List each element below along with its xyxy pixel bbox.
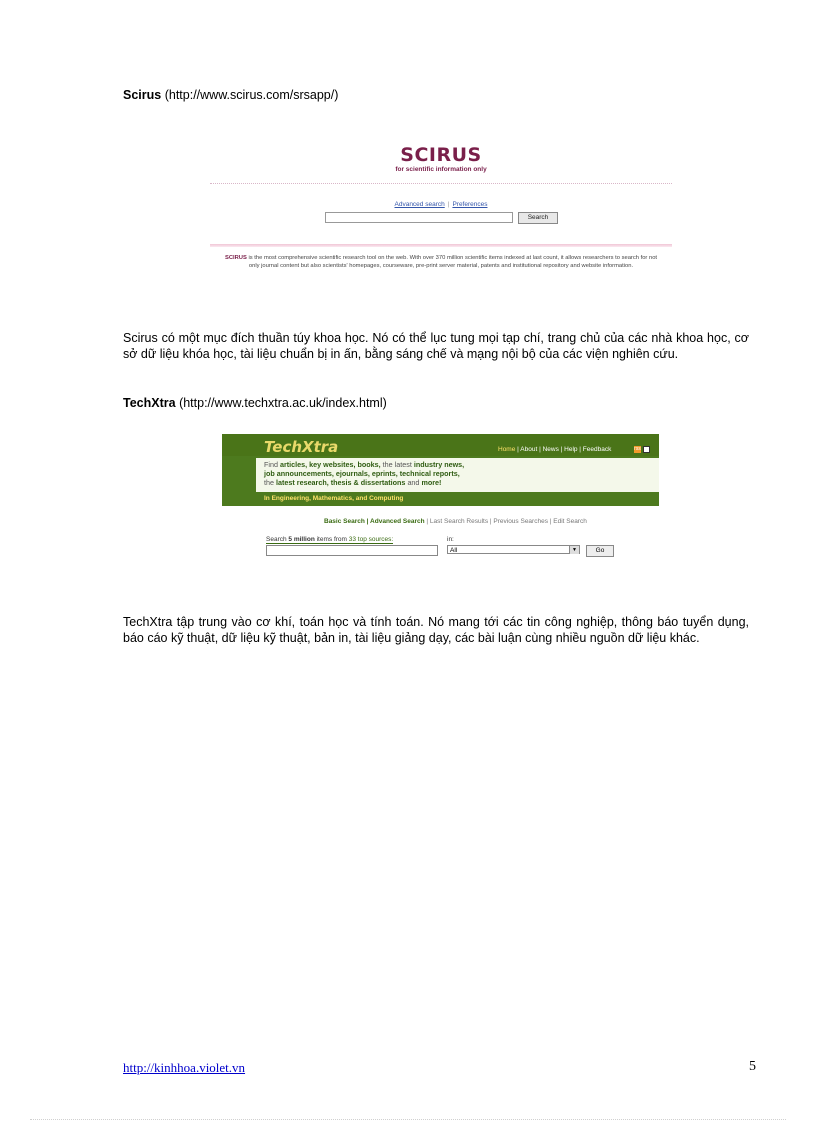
scirus-heading	[123, 88, 338, 102]
tab-basic-search[interactable]: Basic Search	[324, 518, 365, 525]
scirus-advanced-search-link[interactable]: Advanced search	[394, 201, 445, 208]
scirus-search-button[interactable]: Search	[518, 212, 558, 224]
techxtra-search-label: Search 5 million items from 33 top sources:	[266, 536, 394, 543]
scirus-url: (http://www.scirus.com/srsapp/)	[164, 88, 339, 102]
scirus-paragraph: Scirus có một mục đích thuần túy khoa học. Nó có thể lục tung mọi tạp chí, trang chủ của các nhà khoa học, cơ sở dữ liệu khóa học, tài liệu chuẩn bị in ấn, bằng sáng chế và mạng nội bộ của các viện nghiên cứu.	[123, 331, 749, 361]
techxtra-find-line-1: Find articles, key websites, books, the latest industry news,	[264, 460, 465, 469]
scirus-screenshot	[210, 140, 672, 288]
scirus-pink-divider	[210, 244, 672, 247]
tab-other-searches[interactable]: | Last Search Results | Previous Searches | Edit Search	[426, 518, 587, 525]
techxtra-subband-text: In Engineering, Mathematics, and Computing	[264, 495, 404, 502]
footer-link[interactable]: http://kinhhoa.violet.vn	[123, 1060, 246, 1075]
techxtra-go-button[interactable]: Go	[586, 545, 614, 557]
techxtra-nav	[498, 446, 611, 453]
techxtra-nav-links[interactable]: | About | News | Help | Feedback	[517, 446, 612, 453]
techxtra-paragraph: TechXtra tập trung vào cơ khí, toán học và tính toán. Nó mang tới các tin công nghiệp, thông báo tuyển dụng, báo cáo kỹ thuật, dữ liệu kỹ thuật, bản in, tài liệu giảng dạy, các bài luận cùng nhiều nguồn dữ liệu khác.	[123, 615, 749, 645]
techxtra-logo: TechXtra	[264, 438, 339, 456]
scirus-links: Advanced search | Preferences	[394, 201, 488, 208]
techxtra-title: TechXtra	[123, 396, 176, 410]
techxtra-heading	[123, 396, 387, 410]
techxtra-in-label: in:	[447, 536, 454, 543]
techxtra-select-value: All	[450, 547, 458, 554]
scirus-title: Scirus	[123, 88, 162, 102]
techxtra-search-input[interactable]	[266, 545, 438, 556]
scirus-description-brand: SCIRUS	[224, 255, 247, 261]
scirus-preferences-link[interactable]: Preferences	[452, 201, 488, 208]
scirus-divider	[210, 183, 672, 185]
tab-advanced-search[interactable]: Advanced Search	[370, 518, 425, 525]
checkered-icon[interactable]	[643, 446, 650, 453]
page-bottom-border	[30, 1119, 786, 1120]
techxtra-search-tabs: Basic Search | Advanced Search | Last Search Results | Previous Searches | Edit Search	[324, 518, 587, 525]
techxtra-screenshot	[222, 434, 659, 562]
scirus-description-text: is the most comprehensive scientific research tool on the web. With over 370 million scientific items indexed at last count, it allows researchers to search for not only journal content but also scientists' homepages, courseware, pre-print server material, patents and institutional repository and website information.	[248, 255, 658, 269]
techxtra-url: (http://www.techxtra.ac.uk/index.html)	[179, 396, 387, 410]
chevron-down-icon[interactable]: ▼	[569, 546, 579, 554]
techxtra-source-select[interactable]	[447, 545, 580, 554]
scirus-tagline: for scientific information only	[395, 166, 487, 173]
scirus-search-input[interactable]	[325, 212, 513, 223]
techxtra-find-line-3: the latest research, thesis & dissertations and more!	[264, 478, 442, 487]
scirus-description	[222, 255, 660, 270]
rss-icon[interactable]: rss	[634, 446, 641, 452]
techxtra-nav-home[interactable]: Home	[498, 446, 516, 453]
scirus-logo: SCIRUS	[400, 144, 482, 166]
page-number: 5	[749, 1059, 756, 1074]
techxtra-find-line-2: job announcements, ejournals, eprints, technical reports,	[264, 469, 460, 478]
